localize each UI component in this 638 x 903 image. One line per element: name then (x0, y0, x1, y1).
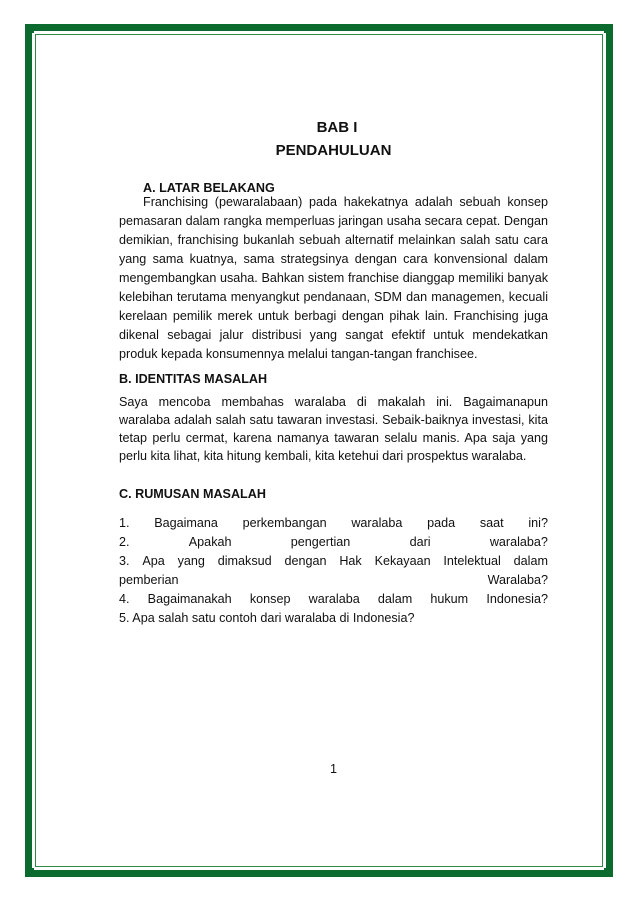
list-item: 1. Bagaimana perkembangan waralaba pada saat ini? (119, 516, 548, 530)
chapter-title: PENDAHULUAN (275, 142, 392, 159)
border-corner (604, 24, 613, 33)
list-item: pemberian Waralaba? (119, 573, 548, 587)
border-corner (25, 24, 34, 33)
list-item: 4. Bagaimanakah konsep waralaba dalam hukum Indonesia? (119, 592, 548, 606)
list-item: 2. Apakah pengertian dari waralaba? (119, 535, 548, 549)
bab-label: BAB I (316, 119, 358, 136)
section-b-heading: B. IDENTITAS MASALAH (119, 372, 268, 386)
section-c-heading: C. RUMUSAN MASALAH (119, 487, 266, 501)
rumusan-list (119, 514, 548, 628)
section-a-heading: A. LATAR BELAKANG (143, 181, 275, 195)
list-item: 3. Apa yang dimaksud dengan Hak Kekayaan Intelektual dalam (119, 554, 548, 568)
list-item: 5. Apa salah satu contoh dari waralaba di Indonesia? (119, 611, 415, 625)
border-corner (604, 868, 613, 877)
border-corner (25, 868, 34, 877)
page-number: 1 (330, 762, 338, 776)
section-b-text: Saya mencoba membahas waralaba di makalah ini. Bagaimanapun waralaba adalah salah satu tawaran investasi. Sebaik-baiknya investasi, kita tetap perlu cermat, karena namanya tawaran selalu manis. Apa saja yang perlu kita lihat, kita hitung kembali, kita ketehui dari prospektus waralaba. (119, 395, 548, 463)
section-a-text: Franchising (pewaralabaan) pada hakekatnya adalah sebuah konsep pemasaran dalam rangka memperluas jaringan usaha secara cepat. Dengan demikian, franchising bukanlah sebuah alternatif melainkan salah satu cara yang sama kuatnya, sama strategsinya dengan cara konvensional dalam mengembangkan usaha. Bahkan sistem franchise dianggap memiliki banyak kelebihan terutama menyangkut pendanaan, SDM dan managemen, kecuali kerelaan pemilik merek untuk berbagi dengan pihak lain. Franchising juga dikenal sebagai jalur distribusi yang sangat efektif untuk mendekatkan produk kepada konsumennya melalui tangan-tangan franchisee. (119, 195, 548, 361)
